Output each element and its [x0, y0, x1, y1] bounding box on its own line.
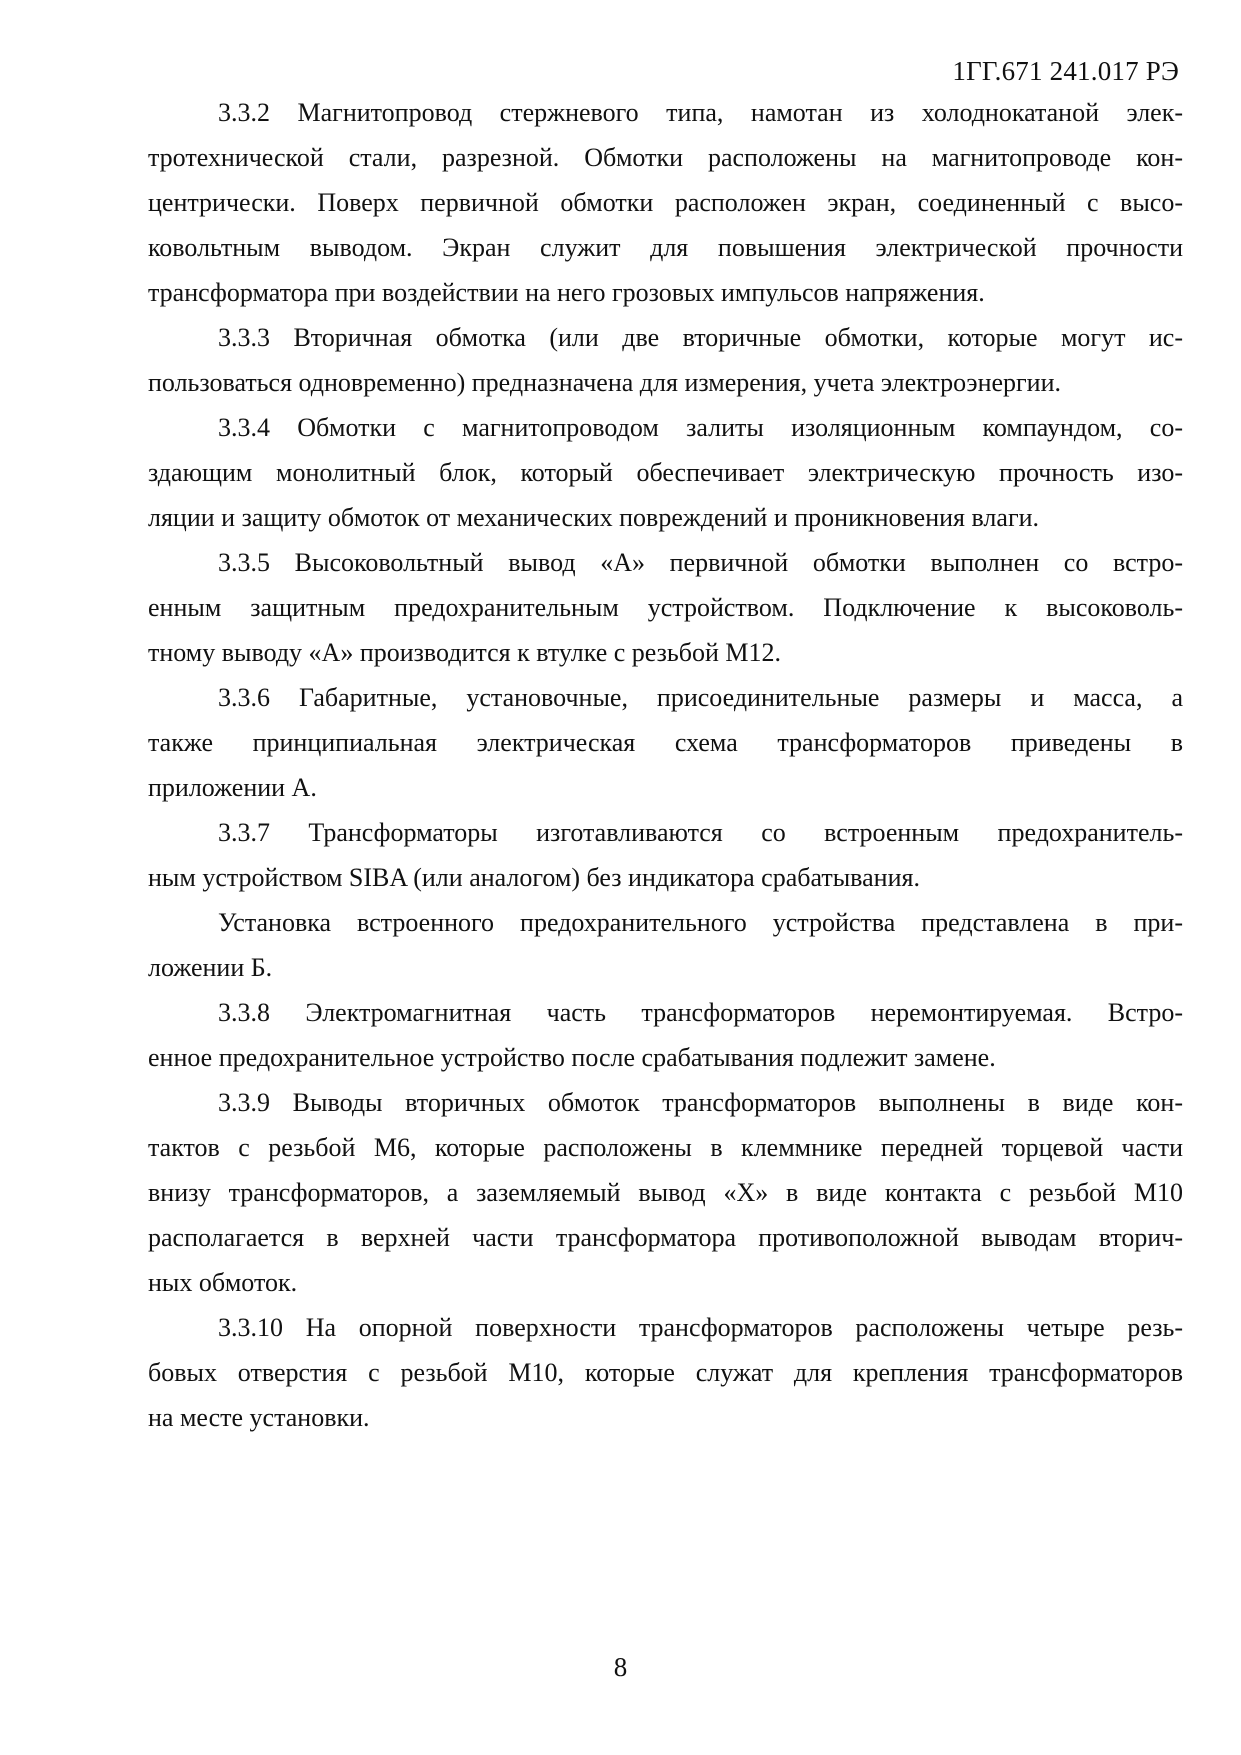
text-line: 3.3.8 Электромагнитная часть трансформаторов неремонтируемая. Встро-	[218, 998, 1183, 1027]
paragraph-3-3-3	[148, 315, 1183, 405]
paragraph-3-3-9	[148, 1080, 1183, 1305]
text-line: 3.3.7 Трансформаторы изготавливаются со встроенным предохранитель-	[218, 818, 1183, 847]
text-line: здающим монолитный блок, который обеспечивает электрическую прочность изо-	[148, 458, 1183, 487]
text-line: 3.3.6 Габаритные, установочные, присоединительные размеры и масса, а	[218, 683, 1183, 712]
text-line: приложении А.	[148, 773, 317, 802]
text-line: Установка встроенного предохранительного устройства представлена в при-	[218, 908, 1183, 937]
text-line: также принципиальная электрическая схема трансформаторов приведены в	[148, 728, 1183, 757]
text-line: на месте установки.	[148, 1403, 370, 1432]
text-line: 3.3.4 Обмотки с магнитопроводом залиты изоляционным компаундом, со-	[218, 413, 1183, 442]
text-line: енное предохранительное устройство после срабатывания подлежит замене.	[148, 1043, 996, 1072]
text-line: 3.3.10 На опорной поверхности трансформаторов расположены четыре резь-	[218, 1313, 1183, 1342]
document-code-header: 1ГГ.671 241.017 РЭ	[952, 56, 1179, 86]
paragraph-3-3-7	[148, 810, 1183, 900]
text-line: ковольтным выводом. Экран служит для повышения электрической прочности	[148, 233, 1183, 262]
text-line: тактов с резьбой М6, которые расположены в клеммнике передней торцевой части	[148, 1133, 1183, 1162]
paragraph-3-3-2	[148, 90, 1183, 315]
paragraph-3-3-8	[148, 990, 1183, 1080]
paragraph-3-3-4	[148, 405, 1183, 540]
text-line: пользоваться одновременно) предназначена для измерения, учета электроэнергии.	[148, 368, 1062, 397]
page-number: 8	[613, 1652, 628, 1682]
paragraph-3-3-7-note	[148, 900, 1183, 990]
text-line: ным устройством SIBA (или аналогом) без индикатора срабатывания.	[148, 863, 920, 892]
text-line: ных обмоток.	[148, 1268, 298, 1297]
paragraph-3-3-5	[148, 540, 1183, 675]
document-body	[148, 90, 1183, 1440]
text-line: енным защитным предохранительным устройством. Подключение к высоковоль-	[148, 593, 1183, 622]
text-line: центрически. Поверх первичной обмотки расположен экран, соединенный с высо-	[148, 188, 1183, 217]
text-line: тротехнической стали, разрезной. Обмотки расположены на магнитопроводе кон-	[148, 143, 1183, 172]
text-line: 3.3.5 Высоковольтный вывод «А» первичной обмотки выполнен со встро-	[218, 548, 1183, 577]
text-line: 3.3.9 Выводы вторичных обмоток трансформаторов выполнены в виде кон-	[218, 1088, 1183, 1117]
text-line: бовых отверстия с резьбой М10, которые служат для крепления трансформаторов	[148, 1358, 1183, 1387]
text-line: трансформатора при воздействии на него грозовых импульсов напряжения.	[148, 278, 985, 307]
paragraph-3-3-6	[148, 675, 1183, 810]
text-line: внизу трансформаторов, а заземляемый вывод «Х» в виде контакта с резьбой М10	[148, 1178, 1183, 1207]
text-line: ложении Б.	[148, 953, 273, 982]
text-line: тному выводу «А» производится к втулке с резьбой М12.	[148, 638, 782, 667]
text-line: 3.3.2 Магнитопровод стержневого типа, намотан из холоднокатаной элек-	[218, 98, 1183, 127]
text-line: располагается в верхней части трансформатора противоположной выводам вторич-	[148, 1223, 1183, 1252]
text-line: ляции и защиту обмоток от механических повреждений и проникновения влаги.	[148, 503, 1040, 532]
paragraph-3-3-10	[148, 1305, 1183, 1440]
text-line: 3.3.3 Вторичная обмотка (или две вторичные обмотки, которые могут ис-	[218, 323, 1183, 352]
